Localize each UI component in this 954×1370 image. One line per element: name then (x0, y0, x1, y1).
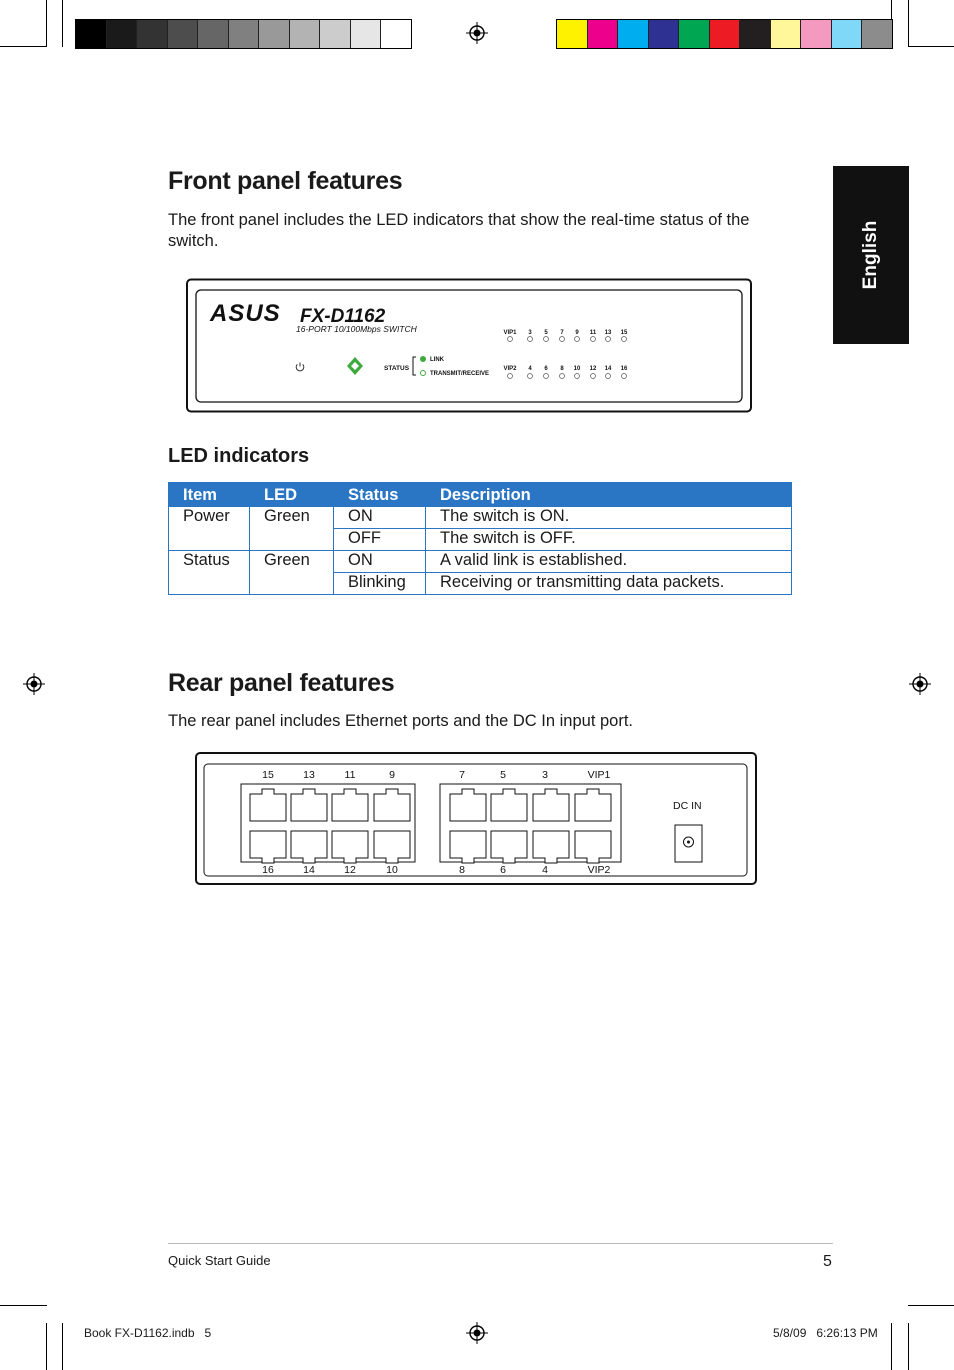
port-number-label: VIP1 (587, 769, 611, 781)
led-number-label: VIP1 (503, 330, 517, 336)
cell-status: ON (334, 551, 426, 573)
color-swatch (740, 20, 771, 48)
port-number-label: 3 (542, 769, 548, 781)
port-number-label: 6 (500, 864, 506, 876)
port-number-label: 4 (542, 864, 548, 876)
port-led (606, 374, 611, 379)
port-number-label: 15 (262, 769, 274, 781)
color-swatch (801, 20, 832, 48)
header-item: Item (169, 483, 250, 507)
led-number-label: 3 (528, 330, 532, 336)
ethernet-port-icon (533, 789, 569, 821)
color-swatch (679, 20, 710, 48)
port-number-label: 9 (389, 769, 395, 781)
model-subtitle: 16-PORT 10/100Mbps SWITCH (296, 324, 417, 334)
port-led (560, 337, 565, 342)
crop-mark (0, 1305, 47, 1306)
registration-mark-icon (909, 673, 931, 695)
ethernet-port-icon (374, 789, 410, 821)
crop-mark (908, 1305, 954, 1306)
led-number-label: 15 (620, 330, 628, 336)
cell-led: Green (250, 507, 334, 551)
status-label: STATUS (384, 365, 410, 372)
color-swatch (381, 20, 411, 48)
led-number-label: 16 (620, 366, 628, 372)
slug-file: Book FX-D1162.indb 5 (84, 1326, 212, 1340)
grayscale-bar (75, 19, 412, 49)
ethernet-port-icon (491, 831, 527, 863)
led-table (168, 482, 792, 595)
port-led (606, 337, 611, 342)
registration-mark-icon (466, 1322, 488, 1344)
cell-description: Receiving or transmitting data packets. (426, 573, 792, 595)
port-led (528, 374, 533, 379)
color-swatch (832, 20, 863, 48)
port-number-label: 14 (303, 864, 315, 876)
cell-status: OFF (334, 529, 426, 551)
crop-mark (891, 1323, 892, 1370)
cell-description: The switch is OFF. (426, 529, 792, 551)
ethernet-port-icon (291, 789, 327, 821)
port-led (622, 337, 627, 342)
color-swatch (649, 20, 680, 48)
cell-item: Status (169, 551, 250, 595)
ethernet-port-icon (575, 789, 611, 821)
header-status: Status (334, 483, 426, 507)
led-number-label: 4 (528, 366, 532, 372)
led-table-header (169, 483, 792, 507)
front-panel-intro: The front panel includes the LED indicators that show the real-time status of the switch. (168, 211, 750, 250)
port-led (575, 374, 580, 379)
header-led: LED (250, 483, 334, 507)
crop-mark (62, 0, 63, 47)
led-number-label: 10 (573, 366, 581, 372)
cell-status: Blinking (334, 573, 426, 595)
led-indicators-title: LED indicators (168, 445, 310, 467)
ethernet-port-icon (332, 831, 368, 863)
color-swatch (351, 20, 382, 48)
color-swatch (710, 20, 741, 48)
ethernet-port-icon (374, 831, 410, 863)
link-label: LINK (430, 357, 444, 363)
language-tab (833, 166, 909, 344)
port-led (622, 374, 627, 379)
color-swatch (618, 20, 649, 48)
port-number-label: 5 (500, 769, 506, 781)
crop-mark (46, 1323, 47, 1370)
color-swatch (137, 20, 168, 48)
led-number-label: 14 (604, 366, 612, 372)
rear-panel-diagram (194, 751, 759, 887)
port-led (560, 374, 565, 379)
footer-rule (168, 1243, 833, 1244)
ethernet-port-icon (450, 789, 486, 821)
dc-in-label: DC IN (673, 800, 702, 812)
color-swatch (198, 20, 229, 48)
front-panel-diagram (185, 278, 755, 414)
model-label: FX-D1162 (300, 306, 386, 327)
port-number-label: 7 (459, 769, 465, 781)
port-led (544, 374, 549, 379)
led-number-label: 12 (589, 366, 597, 372)
crop-mark (908, 1323, 909, 1370)
front-panel-title: Front panel features (168, 167, 403, 195)
color-swatch (588, 20, 619, 48)
link-led (420, 356, 426, 362)
txrx-led (421, 371, 426, 376)
rear-panel-title: Rear panel features (168, 669, 395, 697)
ethernet-port-icon (450, 831, 486, 863)
color-swatch (107, 20, 138, 48)
led-number-label: 7 (560, 330, 564, 336)
color-bar (556, 19, 893, 49)
color-swatch (259, 20, 290, 48)
ethernet-port-icon (250, 789, 286, 821)
ethernet-port-icon (575, 831, 611, 863)
rear-panel-intro: The rear panel includes Ethernet ports and the DC In input port. (168, 712, 634, 730)
cell-item: Power (169, 507, 250, 551)
cell-description: The switch is ON. (426, 507, 792, 529)
led-number-label: VIP2 (503, 366, 517, 372)
led-number-label: 5 (544, 330, 548, 336)
port-number-label: VIP2 (587, 864, 611, 876)
color-swatch (557, 20, 588, 48)
port-led (591, 374, 596, 379)
ethernet-port-icon (291, 831, 327, 863)
port-number-label: 12 (344, 864, 356, 876)
color-swatch (168, 20, 199, 48)
port-led (575, 337, 580, 342)
ethernet-port-icon (491, 789, 527, 821)
color-swatch (771, 20, 802, 48)
crop-mark (908, 46, 954, 47)
port-number-label: 11 (344, 769, 356, 781)
crop-mark (62, 1323, 63, 1370)
ethernet-port-icon (250, 831, 286, 863)
port-led (591, 337, 596, 342)
led-number-label: 13 (604, 330, 612, 336)
header-description: Description (426, 483, 792, 507)
dc-in-port-icon (675, 825, 702, 862)
port-number-label: 10 (386, 864, 398, 876)
txrx-label: TRANSMIT/RECEIVE (430, 371, 490, 377)
asus-logo: ASUS (210, 300, 281, 327)
table-row (169, 507, 792, 529)
led-number-label: 11 (589, 330, 597, 336)
slug-date: 5/8/09 6:26:13 PM (773, 1326, 878, 1340)
color-swatch (229, 20, 260, 48)
cell-led: Green (250, 551, 334, 595)
port-led (508, 374, 513, 379)
port-led (544, 337, 549, 342)
crop-mark (908, 0, 909, 47)
page-number: 5 (823, 1253, 832, 1270)
color-swatch (76, 20, 107, 48)
footer-guide: Quick Start Guide (168, 1253, 271, 1268)
crop-mark (0, 46, 47, 47)
registration-mark-icon (23, 673, 45, 695)
table-row (169, 551, 792, 573)
color-swatch (320, 20, 351, 48)
port-number-label: 16 (262, 864, 274, 876)
port-number-label: 8 (459, 864, 465, 876)
ethernet-port-icon (533, 831, 569, 863)
led-number-label: 6 (544, 366, 548, 372)
color-swatch (862, 20, 892, 48)
registration-mark-icon (466, 22, 488, 44)
led-number-label: 8 (560, 366, 564, 372)
cell-status: ON (334, 507, 426, 529)
port-led (508, 337, 513, 342)
color-swatch (290, 20, 321, 48)
cell-description: A valid link is established. (426, 551, 792, 573)
port-led (528, 337, 533, 342)
language-tab-label: English (860, 220, 881, 290)
led-number-label: 9 (575, 330, 579, 336)
port-number-label: 13 (303, 769, 315, 781)
ethernet-port-icon (332, 789, 368, 821)
crop-mark (46, 0, 47, 47)
